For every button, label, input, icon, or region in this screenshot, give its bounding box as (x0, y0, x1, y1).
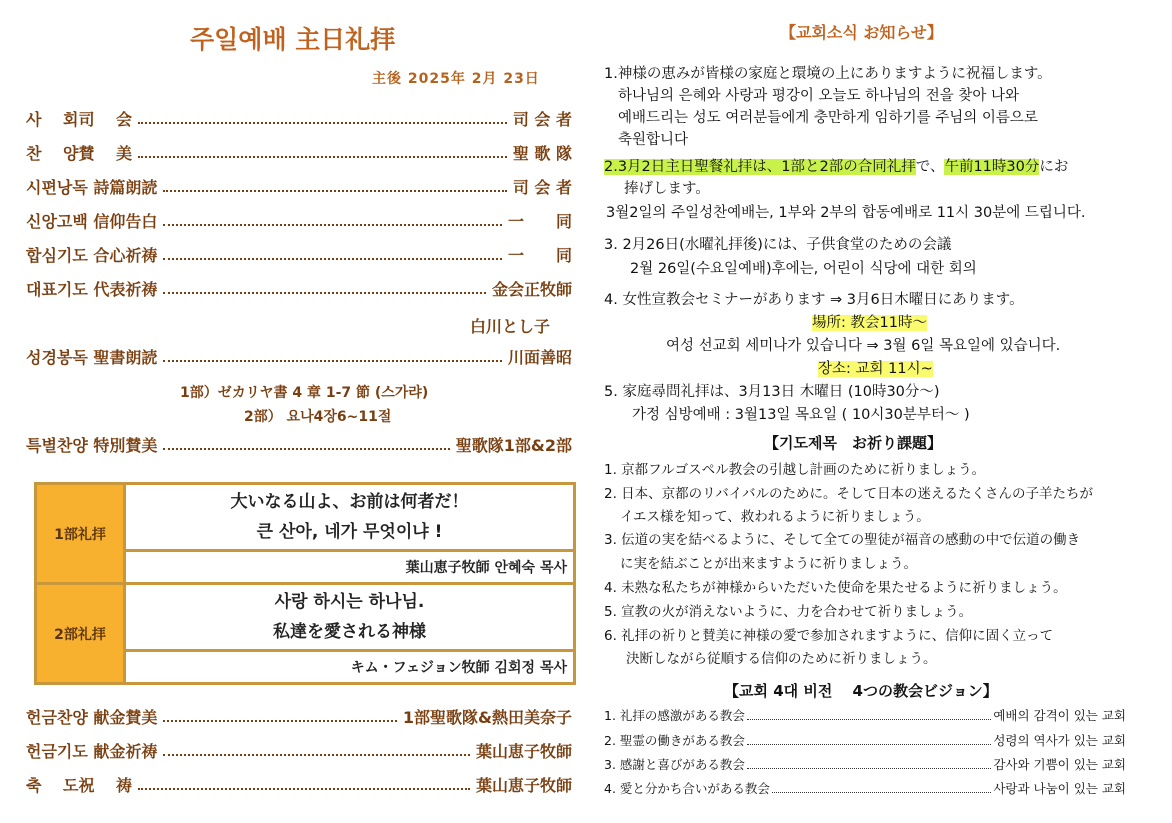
dot-leader (163, 720, 397, 722)
news-2-highlight-time: 午前11時30分 (944, 159, 1040, 175)
order-value: 葉山恵子牧師 (475, 776, 572, 795)
dot-leader (163, 448, 449, 450)
news-4-line1: 4. 女性宣教会セミナーがあります ⇒ 3月6日木曜日にあります。 (604, 292, 1024, 308)
order-label: 헌금찬양 献金賛美 (26, 708, 158, 727)
vision-kr: 사랑과 나눔이 있는 교회 (993, 781, 1126, 796)
sermon-title-1 (125, 484, 575, 551)
dot-leader (747, 768, 991, 769)
prayer-4: 4. 未熟な私たちが神様からいただいた使命を果たせるように祈りましょう。 (604, 580, 1067, 596)
vision-kr: 감사와 기쁨이 있는 교회 (993, 757, 1126, 772)
news-2-part-b: で、 (915, 159, 945, 175)
news-4-location-jp (812, 311, 927, 332)
order-row-representative-prayer (26, 274, 572, 300)
order-value: 司 会 者 (512, 110, 572, 129)
dot-leader (163, 292, 486, 294)
vision-kr: 성령의 역사가 있는 교회 (993, 733, 1126, 748)
order-value: 聖歌隊1部&2部 (455, 436, 572, 455)
prayer-2-line2: イエス様を知って、救われるように祈りましょう。 (620, 509, 930, 525)
order-label: 성경봉독 聖書朗読 (26, 348, 158, 367)
prayer-3-line1: 3. 伝道の実を結べるように、そして全ての聖徒が福音の感動の中で伝道の働き (604, 532, 1081, 548)
order-label: 헌금기도 献金祈祷 (26, 742, 158, 761)
vision-jp: 1. 礼拝の感激がある教会 (604, 708, 745, 723)
prayer-1: 1. 京都フルゴスペル教会の引越し計画のために祈りましょう。 (604, 462, 986, 478)
order-value: 葉山恵子牧師 (475, 742, 572, 761)
sermon-title-1-line2: 큰 산아, 네가 무엇이냐 ! (256, 522, 443, 542)
dot-leader (138, 122, 507, 124)
order-label: 사 회司 会 (26, 110, 133, 129)
page-title: 주일예배 主日礼拝 (190, 25, 396, 54)
order-value: 一 同 (507, 246, 572, 265)
order-label: 시편낭독 詩篇朗読 (26, 178, 158, 197)
prayer-6-line1: 6. 礼拝の祈りと賛美に神様の愛で参加されますように、信仰に固く立って (604, 628, 1054, 644)
news-1-line3: 예배드리는 성도 여러분들에게 충만하게 임하기를 주님의 이름으로 (618, 110, 1038, 126)
prayer-6-line2: 決断しながら従順する信仰のために祈りましょう。 (626, 651, 937, 667)
dot-leader (163, 190, 506, 192)
order-value-second-prayer: 白川とし子 (470, 317, 551, 336)
order-value: 川面善昭 (507, 348, 572, 367)
order-label: 찬 양賛 美 (26, 144, 133, 163)
vision-jp: 4. 愛と分かち合いがある教会 (604, 781, 770, 796)
service-2-label: 2部礼拝 (36, 584, 125, 684)
prayer-3-line2: に実を結ぶことが出来ますように祈りましょう。 (620, 556, 917, 572)
news-3-line2: 2월 26일(수요일예배)후에는, 어린이 식당에 대한 회의 (630, 261, 977, 277)
news-4-location-kr-text: 장소: 교회 11시~ (818, 361, 933, 377)
service-1-label: 1部礼拝 (36, 484, 125, 584)
sermon-title-2-line2: 私達を愛される神様 (273, 622, 426, 642)
sermon-table (34, 482, 576, 685)
order-row-praise (26, 138, 572, 164)
scripture-reading-1: 1部）ゼカリヤ書 4 章 1-7 節 (스가랴) (180, 385, 429, 401)
order-value: 聖 歌 隊 (512, 144, 572, 163)
sermon-title-2 (125, 584, 575, 651)
dot-leader (138, 788, 470, 790)
news-4-line2: 여성 선교회 세미나가 있습니다 ⇒ 3월 6일 목요일에 있습니다. (666, 338, 1061, 354)
dot-leader (772, 792, 991, 793)
order-value: 1部聖歌隊&熱田美奈子 (402, 708, 572, 727)
order-value: 金会正牧師 (491, 280, 572, 299)
order-row-scripture (26, 342, 572, 368)
order-row-special-praise (26, 430, 572, 456)
news-1-line4: 축원합니다 (618, 132, 689, 148)
news-2-highlight-a: 2.3月2日主日聖餐礼拝は、1部と2部の合同礼拝 (604, 159, 916, 175)
order-label: 대표기도 代表祈祷 (26, 280, 158, 299)
service-date: 主後 2025年 2月 23日 (372, 71, 540, 87)
sermon-pastor-2: キム・フェジョン牧師 김회정 목사 (125, 651, 575, 684)
news-2-line1 (604, 155, 1068, 176)
order-label: 특별찬양 特別賛美 (26, 436, 158, 455)
order-value: 一 同 (507, 212, 572, 231)
order-row-psalm (26, 172, 572, 198)
dot-leader (747, 719, 991, 720)
news-5-line2: 가정 심방예배 : 3월13일 목요일 ( 10시30분부터～ ) (632, 407, 970, 423)
prayer-title: 【기도제목 お祈り課題】 (764, 434, 942, 452)
dot-leader (138, 156, 507, 158)
news-3-line1: 3. 2月26日(水曜礼拝後)には、子供食堂のための会議 (604, 237, 952, 253)
vision-row-2 (604, 731, 1126, 749)
news-1-line1: 1.神様の恵みが皆様の家庭と環境の上にありますように祝福します。 (604, 66, 1052, 82)
vision-title: 【교회 4대 비전 4つの教会ビジョン】 (724, 682, 998, 700)
news-2-part-d: にお (1039, 159, 1069, 175)
news-5-line1: 5. 家庭尋問礼拝は、3月13日 木曜日 (10時30分～) (604, 384, 940, 400)
scripture-reading-2: 2部） 요나4장6~11절 (244, 409, 392, 425)
news-1-line2: 하나님의 은혜와 사랑과 평강이 오늘도 하나님의 전을 찾아 나와 (618, 88, 1020, 104)
vision-jp: 3. 感謝と喜びがある教会 (604, 757, 745, 772)
news-title: 【교회소식 お知らせ】 (780, 23, 943, 42)
order-value: 司 会 者 (512, 178, 572, 197)
dot-leader (163, 258, 502, 260)
order-label: 축 도祝 祷 (26, 776, 133, 795)
dot-leader (163, 360, 502, 362)
sermon-title-2-line1: 사랑 하시는 하나님. (274, 592, 425, 612)
sermon-title-1-line1: 大いなる山よ、お前は何者だ！ (230, 492, 469, 512)
news-2-line2: 捧げします。 (624, 181, 710, 197)
prayer-5: 5. 宣教の火が消えないように、力を合わせて祈りましょう。 (604, 604, 973, 620)
vision-row-3 (604, 755, 1126, 773)
order-row-offering-prayer (26, 736, 572, 762)
sermon-pastor-1: 葉山恵子牧師 안혜숙 목사 (125, 551, 575, 584)
order-row-benediction (26, 770, 572, 796)
dot-leader (747, 744, 991, 745)
dot-leader (163, 754, 470, 756)
news-4-location-kr (818, 357, 933, 378)
vision-kr: 예배의 감격이 있는 교회 (993, 708, 1126, 723)
vision-row-1 (604, 706, 1126, 724)
order-row-presider (26, 104, 572, 130)
order-row-offering-praise (26, 702, 572, 728)
order-row-creed (26, 206, 572, 232)
order-row-unison-prayer (26, 240, 572, 266)
news-2-line3: 3월2일의 주일성찬예배는, 1부와 2부의 합동예배로 11시 30분에 드립니다. (606, 205, 1086, 221)
news-4-location-jp-text: 場所: 教会11時～ (812, 315, 927, 331)
dot-leader (163, 224, 502, 226)
prayer-2-line1: 2. 日本、京都のリバイバルのために。そして日本の迷えるたくさんの子羊たちが (604, 486, 1093, 502)
vision-jp: 2. 聖霊の働きがある教会 (604, 733, 745, 748)
order-label: 합심기도 合心祈祷 (26, 246, 158, 265)
order-label: 신앙고백 信仰告白 (26, 212, 158, 231)
vision-row-4 (604, 779, 1126, 797)
